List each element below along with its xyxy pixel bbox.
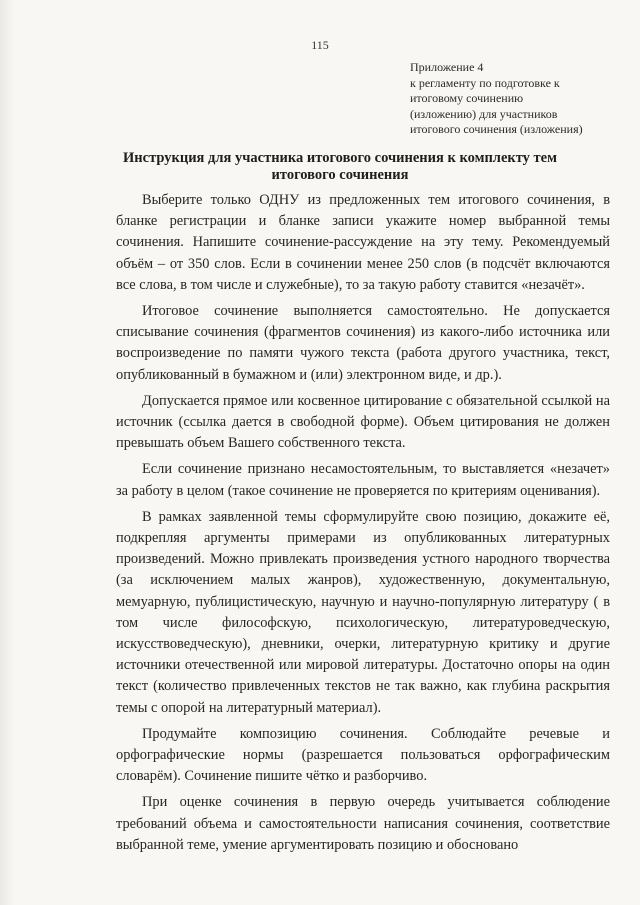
scan-edge-shadow [0, 0, 14, 905]
appendix-note [410, 60, 625, 138]
paragraph-independence: Итоговое сочинение выполняется самостоятельно. Не допускается списывание сочинения (фрагментов сочинения) из какого-либо источника или воспроизведение по памяти чужого текста (работа другого участника, текст, опубликованный в бумажном и (или) электронном виде, и др.). [116, 303, 610, 383]
document-body [116, 190, 610, 861]
appendix-line: Приложение 4 [410, 60, 484, 74]
document-title: Инструкция для участника итогового сочинения к комплекту тем итогового сочинения [123, 150, 557, 183]
paragraph-position: В рамках заявленной темы сформулируйте свою позицию, докажите её, подкрепляя аргументы примерами из опубликованных литературных произведений. Можно привлекать произведения устного народного творчества (за исключением малых жанров), художественную, документальную, мемуарную, публицистическую, научную и научно-популярную литературу ( в том числе философскую, психологическую, литературоведческую, искусствоведческую), дневники, очерки, литературную критику и другие источники отечественной или мировой литературы. Достаточно опоры на один текст (количество привлеченных текстов не так важно, как глубина раскрытия темы с опорой на литературный материал). [116, 508, 610, 716]
paragraph-composition: Продумайте композицию сочинения. Соблюдайте речевые и орфографические нормы (разрешается пользоваться орфографическим словарём). Сочинение пишите чётко и разборчиво. [116, 725, 610, 785]
paragraph-topic-choice: Выберите только ОДНУ из предложенных тем итогового сочинения, в бланке регистрации и бланке записи укажите номер выбранной темы сочинения. Напишите сочинение-рассуждение на эту тему. Рекомендуемый объём – от 350 слов. Если в сочинении менее 250 слов (в подсчёт включаются все слова, в том числе и служебные), то за такую работу ставится «незачёт». [116, 192, 610, 293]
page-number: 115 [311, 38, 329, 52]
appendix-line: (изложению) для участников [410, 106, 558, 121]
appendix-line: итоговому сочинению [410, 91, 524, 105]
appendix-line: к регламенту по подготовке к [410, 75, 560, 90]
paragraph-evaluation: При оценке сочинения в первую очередь учитывается соблюдение требований объема и самостоятельности написания сочинения, соответствие выбранной теме, умение аргументировать позицию и обосновано [116, 794, 610, 853]
paragraph-non-independent: Если сочинение признано несамостоятельным, то выставляется «незачет» за работу в целом (такое сочинение не проверяется по критериям оценивания). [116, 461, 610, 499]
appendix-line: итогового сочинения (изложения) [410, 122, 583, 136]
paragraph-citation: Допускается прямое или косвенное цитирование с обязательной ссылкой на источник (ссылка дается в свободной форме). Объем цитирования не должен превышать объем Вашего собственного текста. [116, 392, 610, 452]
